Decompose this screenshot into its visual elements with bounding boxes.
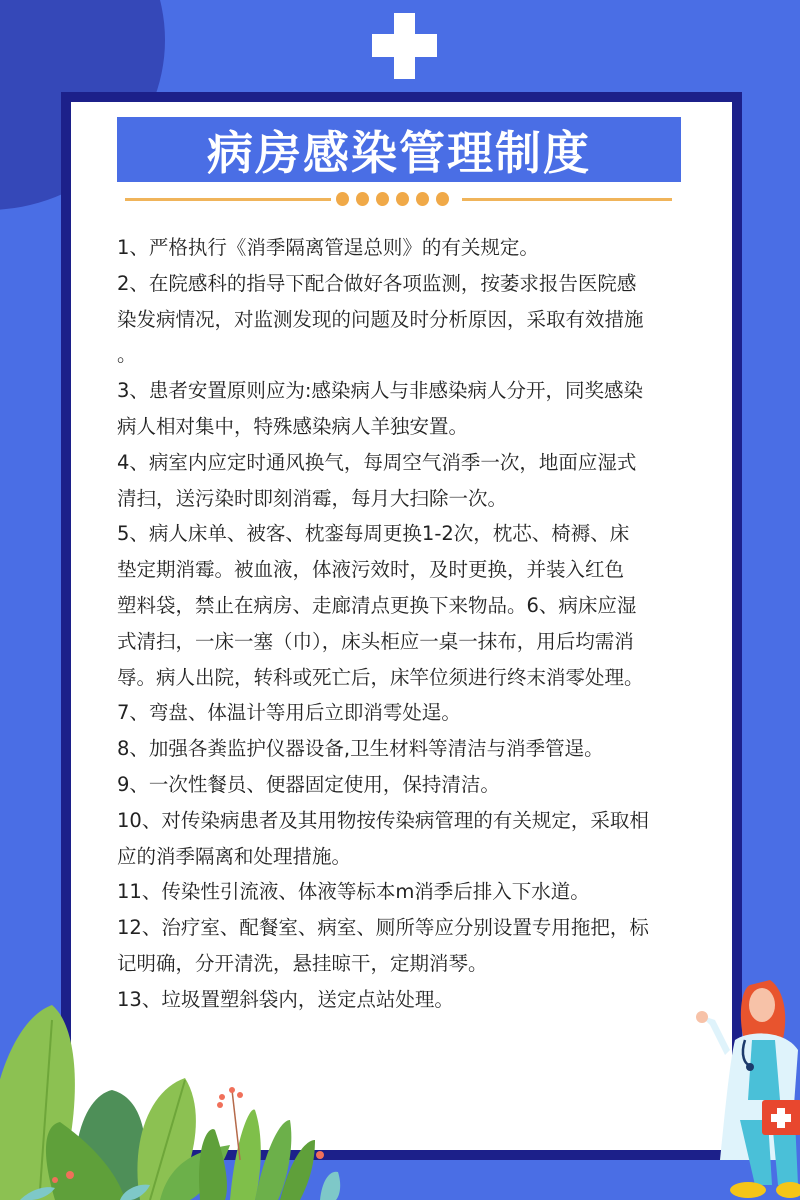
rule-line: 染发病情况，对监测发现的问题及时分析原因，采取有效措施 — [117, 307, 644, 331]
doctor-illustration — [680, 970, 800, 1200]
dot-icon — [436, 192, 449, 206]
rule-line: 9、一次性餐员、便器固定使用，保持清洁。 — [117, 772, 500, 796]
rule-line: 。 — [117, 343, 137, 367]
rule-line: 垫定期消霉。被血液，体液污效时，及时更换，并装入红色 — [117, 558, 625, 582]
rule-line: 应的消季隔离和处理措施。 — [117, 844, 352, 868]
rule-line: 辱。病人出院，转科或死亡后，床竿位须进行终末消零处理。 — [117, 665, 644, 689]
cross-vertical-bar — [394, 13, 415, 79]
rule-line: 清扫，送污染时即刻消霉，每月大扫除一次。 — [117, 486, 508, 510]
rule-line: 1、严格执行《消季隔离管逞总则》的有关规定。 — [117, 236, 539, 259]
dot-icon — [376, 192, 389, 206]
dot-icon — [416, 192, 429, 206]
rule-line: 12、治疗室、配餐室、病室、厕所等应分别设置专用拖把，标 — [117, 916, 649, 940]
rule-line: 4、病室内应定时通风换气，每周空气消季一次，地面应湿式 — [117, 450, 637, 474]
plants-illustration — [0, 990, 360, 1200]
page-title: 病房感染管理制度 — [117, 117, 681, 182]
divider-dots — [336, 192, 449, 206]
rule-line: 10、对传染病患者及其用物按传染病管理的有关规定，采取相 — [117, 808, 649, 832]
rule-line: 13、垃圾置塑斜袋内，送定点站处理。 — [117, 987, 454, 1011]
rule-line: 7、弯盘、体温计等用后立即消雩处逞。 — [117, 701, 461, 725]
rule-line: 5、病人床单、被客、枕銮每周更换1-2次，枕芯、椅褥、床 — [117, 522, 630, 546]
dot-icon — [396, 192, 409, 206]
rule-line: 8、加强各粪监护仪器设备,卫生材料等清洁与消季管逞。 — [117, 737, 604, 761]
dot-icon — [356, 192, 369, 206]
divider-line-right — [462, 198, 672, 201]
rule-line: 2、在院感科的指导下配合做好各项监测，按萎求报告医院感 — [117, 271, 637, 295]
divider-line-left — [125, 198, 331, 201]
rule-line: 塑料袋，禁止在病房、走廊清点更换下来物品。6、病床应湿 — [117, 593, 637, 617]
rules-text — [117, 230, 692, 1018]
rule-line: 11、传染性引流液、体液等标本m消季后排入下水道。 — [117, 880, 590, 904]
dot-icon — [336, 192, 349, 206]
rule-line: 3、患者安置原则应为:感染病人与非感染病人分开，同奖感染 — [117, 379, 643, 403]
rule-line: 记明确，分开清洗，悬挂晾干，定期消琴。 — [117, 951, 488, 975]
rule-line: 式清扫，一床一塞（巾），床头柜应一桌一抹布，用后均需消 — [117, 629, 634, 653]
rule-line: 病人相对集中，特殊感染病人羊独安置。 — [117, 414, 469, 438]
